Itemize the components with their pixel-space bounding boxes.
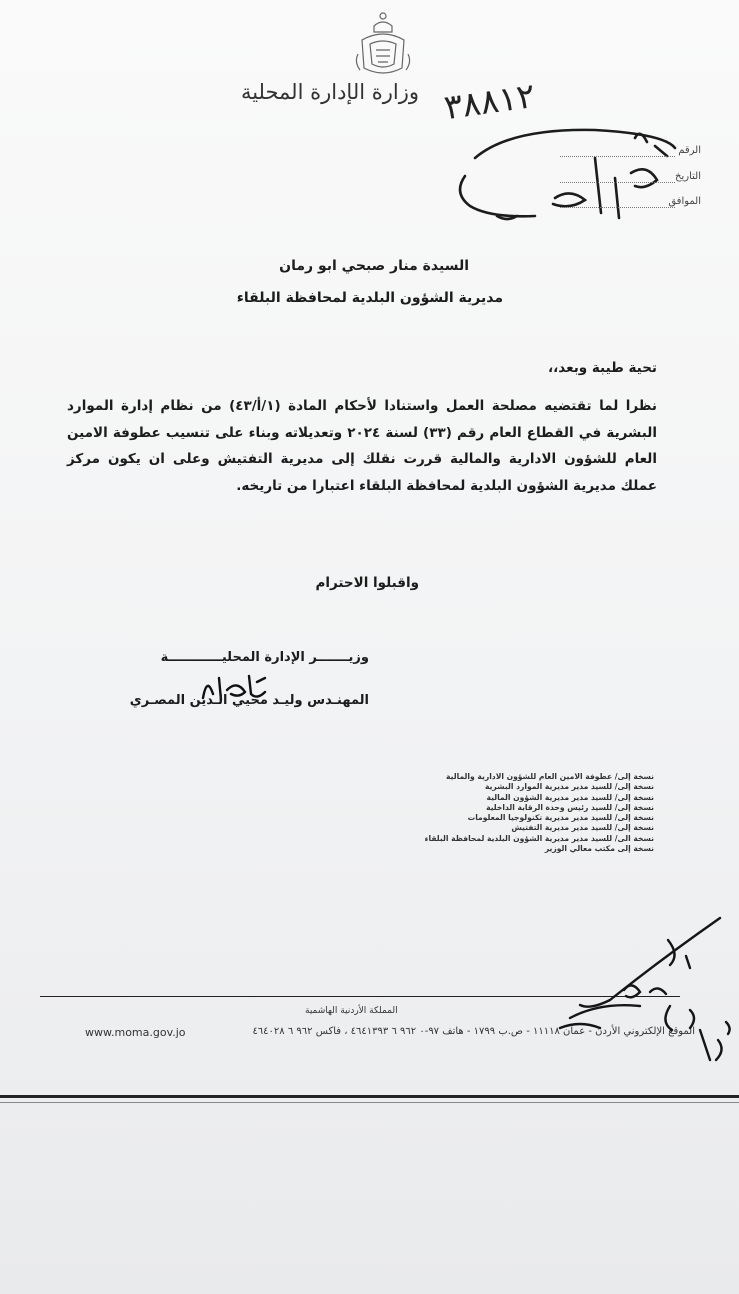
page-bottom-edge <box>0 1095 739 1098</box>
copy-line: نسخة إلى/ عطوفة الامين العام للشؤون الادارية والمالية <box>446 772 654 781</box>
handwritten-annotation <box>540 910 739 1080</box>
copies-list <box>425 772 654 854</box>
footer-kingdom: المملكة الأردنية الهاشمية <box>305 1006 398 1016</box>
greeting: تحية طيبة وبعد،، <box>548 360 657 376</box>
date-label: التاريخ <box>675 171 701 182</box>
copy-line: نسخة إلى/ للسيد مدير مديرية التفتيش <box>511 823 654 833</box>
copy-line: نسخة إلى/ للسيد مدير مديرية الموارد البشرية <box>484 782 654 792</box>
footer-website: www.moma.gov.jo <box>85 1026 186 1039</box>
ministry-header: وزارة الإدارة المحلية <box>240 80 419 104</box>
addressee-unit: مديرية الشؤون البلدية لمحافظة البلقاء <box>236 290 503 306</box>
copy-line: نسخة إلى مكتب معالي الوزير <box>544 844 654 854</box>
corresponding-label: الموافق <box>668 196 701 207</box>
signature-title: وزيـــــــر الإدارة المحليــــــــــــة <box>160 650 369 665</box>
copy-line: نسخة إلى/ للسيد مدير مديرية الشؤون المالية <box>486 792 654 802</box>
signature-name: المهنـدس وليـد محيي الـدين المصـري <box>129 693 369 708</box>
copy-line: نسخة إلى/ للسيد مدير مديرية تكنولوجيا المعلومات <box>467 813 654 823</box>
corresponding-dots <box>560 207 675 208</box>
number-label: الرقم <box>678 145 701 156</box>
closing-line: واقبلوا الاحترام <box>315 575 419 591</box>
handwritten-reference-number: ٣٨٨١٢ <box>441 75 538 129</box>
date-dots <box>560 182 675 183</box>
handwritten-date-scribble <box>435 118 695 238</box>
coat-of-arms-icon <box>352 10 414 80</box>
copy-line: نسخة إلى/ للسيد رئيس وحدة الرقابة الداخلية <box>486 802 654 812</box>
addressee-name: السيدة منار صبحي ابو رمان <box>279 258 469 274</box>
page-bottom-edge-shadow <box>0 1102 739 1103</box>
footer-address: الموقع الإلكتروني الأردن - عمان ١١١١٨ - ص.ب ١٧٩٩ - هاتف ٩٧-٠ ٩٦٢ ٦ ٤٦٤١٣٩٣ ، فاكس ٩٦٢ ٦ ٤٦٤٠٢٨ <box>252 1026 695 1037</box>
number-dots <box>560 156 675 157</box>
body-paragraph: نظرا لما تقتضيه مصلحة العمل واستنادا لأحكام المادة (١/أ/٤٣) من نظام إدارة الموارد البشرية في القطاع العام رقم (٣٣) لسنة ٢٠٢٤ وتعديلاته وبناء على تنسيب عطوفة الامين العام للشؤون الادارية والمالية قررت نقلك إلى مديرية التفتيش وعلى ان يكون مركز عملك مديرية الشؤون البلدية لمحافظة البلقاء اعتبارا من تاريخه. <box>67 398 657 494</box>
copy-line: نسخة الى/ للسيد مدير مديرية الشؤون البلدية لمحافظة البلقاء <box>424 833 654 843</box>
